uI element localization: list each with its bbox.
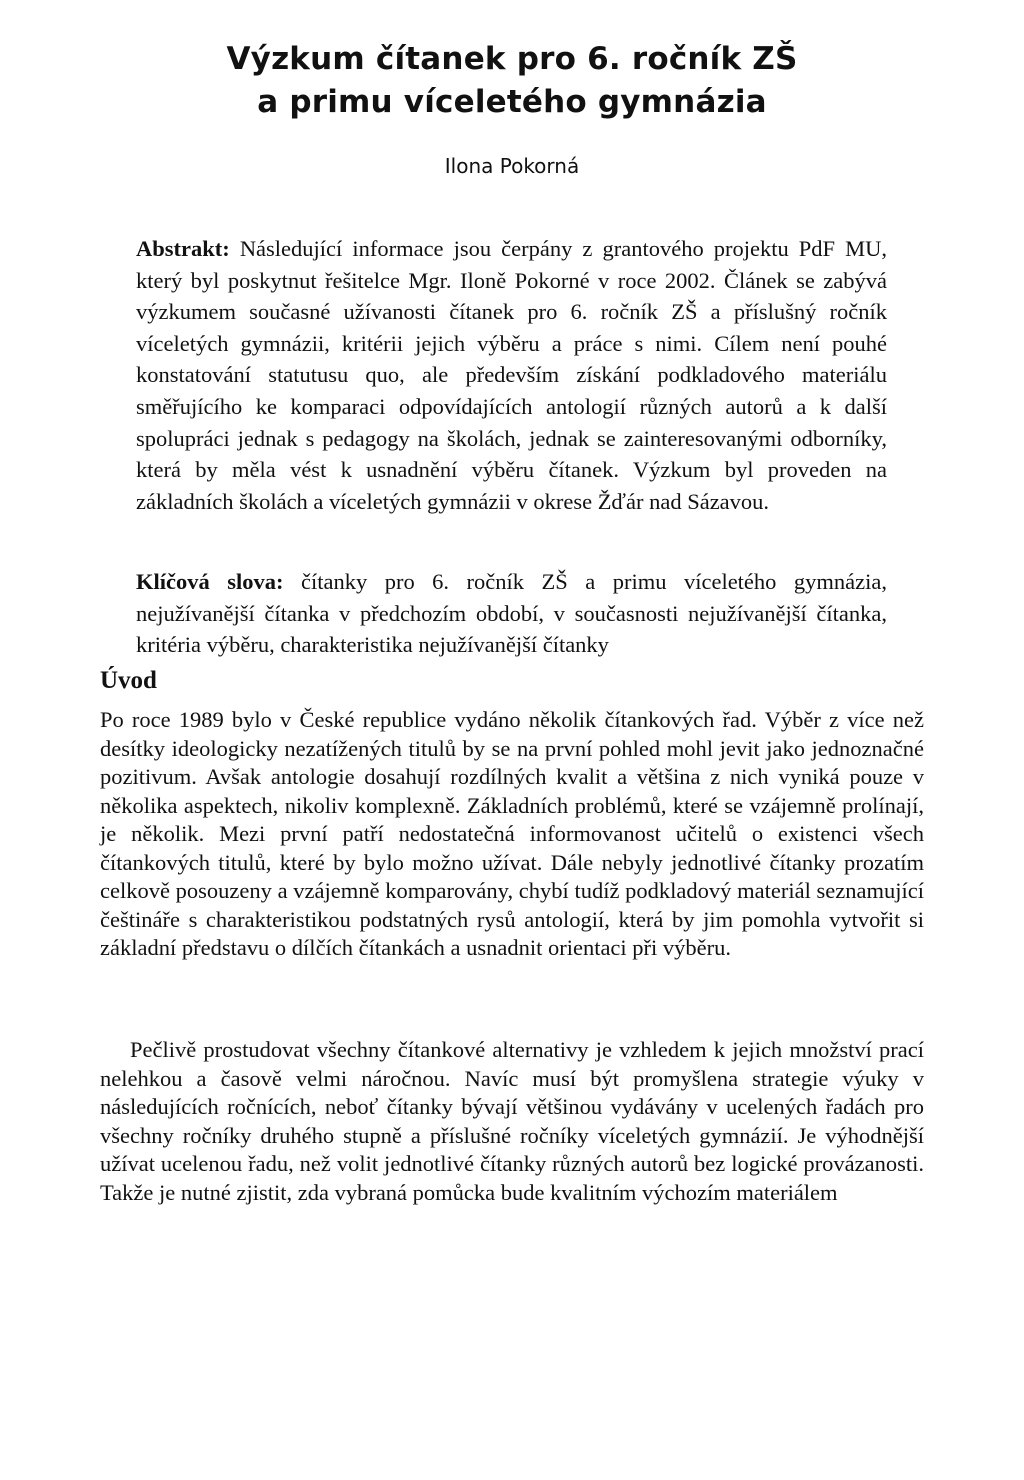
author-name: Ilona Pokorná [444, 154, 580, 178]
keywords-text: čítanky pro 6. ročník ZŠ a primu víceletého gymnázia, nejužívanější čítanka v předchozím období, v současnosti nejužívanější čítanka, kritéria výběru, charakteristika nejužívanější čítanky [136, 569, 887, 658]
keywords-block [136, 566, 887, 661]
abstract-label: Abstrakt: [136, 236, 230, 261]
paper-title-line-1: Výzkum čítanek pro 6. ročník ZŠ [226, 41, 798, 77]
paper-title-line-2: a primu víceletého gymnázia [257, 84, 767, 120]
abstract-block [136, 233, 887, 517]
abstract-text: Následující informace jsou čerpány z grantového projektu PdF MU, který byl poskytnut řešitelce Mgr. Iloně Pokorné v roce 2002. Článek se zabývá výzkumem současné užívanosti čítanek pro 6. ročník ZŠ a příslušný ročník víceletých gymnázii, kritérii jejich výběru a práce s nimi. Cílem není pouhé konstatování statutusu quo, ale především získání podkladového materiálu směřujícího ke komparaci odpovídajících antologií různých autorů a k další spolupráci jednak s pedagogy na školách, jednak se zainteresovanými odborníky, která by měla vést k usnadnění výběru čítanek. Výzkum byl proveden na základních školách a víceletých gymnázii v okrese Žďár nad Sázavou. [136, 236, 888, 514]
keywords-label: Klíčová slova: [136, 569, 284, 594]
body-paragraph-2: Pečlivě prostudovat všechny čítankové alternativy je vzhledem k jejich množství prací nelehkou a časově velmi náročnou. Navíc musí být promyšlena strategie výuky v následujících ročnících, neboť čítanky bývají většinou vydávány v ucelených řadách pro všechny ročníky druhého stupně a příslušné ročníky víceletých gymnázií. Je výhodnější užívat ucelenou řadu, než volit jednotlivé čítanky různých autorů bez logické provázanosti. Takže je nutné zjistit, zda vybraná pomůcka bude kvalitním výchozím materiálem [100, 1037, 924, 1205]
body-paragraph-1: Po roce 1989 bylo v České republice vydáno několik čítankových řad. Výběr z více než desítky ideologicky nezatížených titulů by se na první pohled mohl jevit jako jednoznačné pozitivum. Avšak antologie dosahují rozdílných kvalit a většina z nich vyniká pouze v několika aspektech, nikoliv komplexně. Základních problémů, které se vzájemně prolínají, je několik. Mezi první patří nedostatečná informovanost učitelů o existenci všech čítankových titulů, které by bylo možno užívat. Dále nebyly jednotlivé čítanky prozatím celkově posouzeny a vzájemně komparovány, chybí tudíž podkladový materiál seznamující češtináře s charakteristikou podstatných rysů antologií, která by jim pomohla vytvořit si základní představu o dílčích čítankách a usnadnit orientaci při výběru. [100, 707, 924, 960]
section-heading-uvod: Úvod [100, 667, 157, 694]
